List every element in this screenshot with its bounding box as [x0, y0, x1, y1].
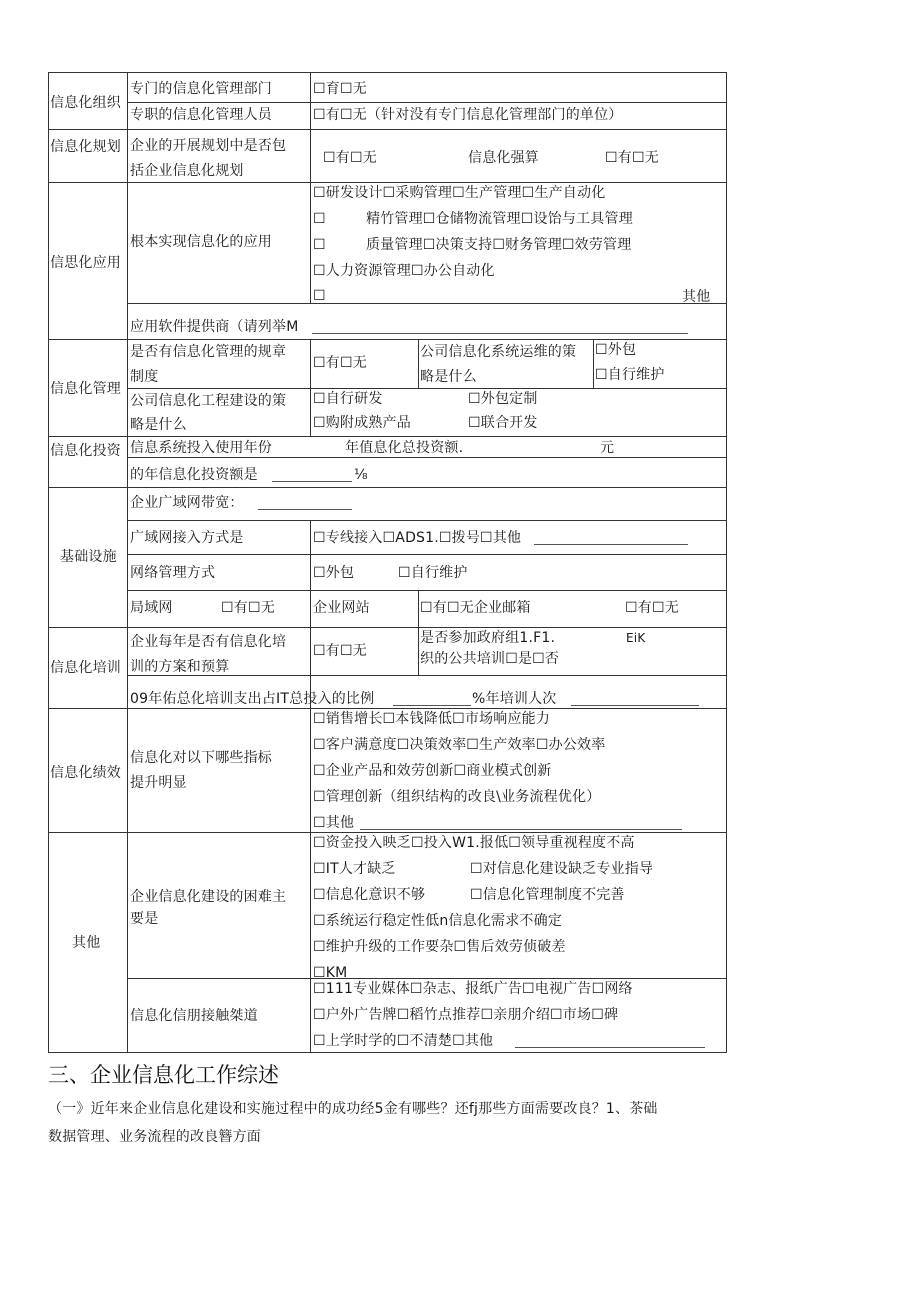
section-heading: 三、企业信息化工作综述	[48, 1063, 279, 1087]
section-label-training: 信息化培训	[50, 660, 121, 676]
table-rule	[310, 708, 311, 1053]
difficulty-options-line3b[interactable]: ☐信息化管理制度不完善	[470, 887, 625, 903]
website-checkbox-group[interactable]: ☐有☐无企业邮箱	[420, 600, 531, 616]
gov-training-mark: EiK	[626, 631, 646, 645]
apps-options-line1[interactable]: ☐研发设计☐采购管理☐生产管理☐生产自动化	[313, 185, 606, 201]
ratio-label: 的年信息化投资额是	[130, 467, 258, 483]
difficulty-options-line1[interactable]: ☐资金投入映乏☐投入W1.报低☐领导重视程度不高	[313, 835, 635, 851]
rules-question-line2: 制度	[130, 369, 159, 385]
apps-options-line2[interactable]: 精竹管理☐仓储物流管理☐设饴与工具管理	[366, 211, 633, 227]
ratio-input-line[interactable]	[272, 469, 352, 482]
website-label: 企业网站	[313, 600, 370, 616]
wan-access-label: 广域网接入方式是	[130, 530, 244, 546]
perf-other-input-line[interactable]	[360, 817, 682, 830]
section-label-other: 其他	[72, 935, 101, 951]
table-rule	[127, 520, 727, 521]
rules-question-line1: 是否有信息化管理的规章	[130, 344, 287, 360]
email-checkbox-group[interactable]: ☐有☐无	[625, 600, 679, 616]
gov-training-line2[interactable]: 织的公共培训☐是☐否	[420, 651, 560, 667]
table-rule	[48, 487, 727, 488]
difficulty-options-line2a[interactable]: ☐IT人才缺乏	[313, 861, 396, 877]
build-joint-checkbox[interactable]: ☐联合开发	[468, 415, 538, 431]
summary-paragraph-line2: 数据管理、业务流程的改良簪方面	[48, 1129, 261, 1145]
table-rule	[127, 590, 727, 591]
ops-self-checkbox[interactable]: ☐自行维护	[595, 367, 665, 383]
build-outsource-checkbox[interactable]: ☐外包定制	[468, 391, 538, 407]
table-rule	[127, 72, 128, 1053]
table-rule	[418, 627, 419, 675]
table-rule	[418, 590, 419, 627]
section-label-plan: 信息化规划	[50, 139, 121, 155]
table-rule	[48, 182, 727, 183]
difficulty-question-line1: 企业信息化建设的困难主	[130, 889, 287, 905]
perf-options-line3[interactable]: ☐企业产品和效劳创新☐商业模式创新	[313, 763, 552, 779]
lan-label: 局域网	[130, 600, 173, 616]
difficulty-options-line4[interactable]: ☐系统运行稳定性低n信息化需求不确定	[313, 913, 563, 929]
table-rule	[48, 708, 727, 709]
table-rule	[127, 978, 727, 979]
training-ratio-text: 09年佑总化培训支出占IT总投入的比例	[130, 691, 375, 707]
netmgmt-label: 网络管理方式	[130, 565, 216, 581]
table-rule	[48, 627, 727, 628]
channel-other-input-line[interactable]	[515, 1035, 705, 1048]
difficulty-options-line5[interactable]: ☐维护升级的工作要杂☐售后效劳侦破差	[313, 939, 566, 955]
table-rule	[127, 457, 727, 458]
ops-question-line1: 公司信息化系统运维的策	[420, 344, 577, 360]
table-rule	[48, 436, 727, 437]
budget-checkbox-group[interactable]: ☐有☐无	[605, 150, 659, 166]
table-rule	[48, 339, 727, 340]
vendor-label: 应用软件提供商（请列举M	[130, 319, 299, 335]
gov-training-line1: 是否参加政府组1.F1.	[420, 630, 556, 646]
training-count-input-line[interactable]	[571, 693, 699, 706]
wan-bandwidth-input-line[interactable]	[258, 497, 352, 510]
difficulty-options-line3a[interactable]: ☐信息化意识不够	[313, 887, 426, 903]
training-plan-line1: 企业每年是否有信息化培	[130, 634, 287, 650]
apps-other-label: 其他	[682, 289, 711, 305]
build-question-line2: 略是什么	[130, 417, 187, 433]
checkbox-icon[interactable]: ☐	[313, 237, 326, 253]
training-count-text: %年培训人次	[472, 691, 557, 707]
training-plan-checkbox-group[interactable]: ☐有☐无	[313, 643, 367, 659]
plan-question-line1: 企业的开展规划中是否包	[130, 138, 287, 154]
section-label-org: 信息化组织	[50, 95, 121, 111]
training-ratio-input-line[interactable]	[393, 693, 471, 706]
perf-question-line1: 信息化对以下哪些指标	[130, 750, 272, 766]
table-rule	[48, 832, 727, 833]
table-rule	[310, 72, 311, 303]
table-border	[48, 72, 49, 1053]
checkbox-icon[interactable]: ☐	[313, 288, 326, 304]
section-label-infra: 基础设施	[60, 549, 117, 565]
section-label-mgmt: 信息化管理	[50, 381, 121, 397]
build-self-dev-checkbox[interactable]: ☐自行研发	[313, 391, 383, 407]
perf-options-line4[interactable]: ☐管理创新（组织结构的改良\业务流程优化）	[313, 789, 601, 805]
table-rule	[127, 303, 727, 304]
staff-label: 专职的信息化管理人员	[130, 107, 272, 123]
section-label-apps: 信思化应用	[50, 255, 121, 271]
section-label-perf: 信息化绩效	[50, 765, 121, 781]
summary-paragraph-line1: （一》近年来企业信息化建设和实施过程中的成功经5金有哪些？还fj那些方面需要改良？1、茶础	[48, 1101, 658, 1117]
section-label-invest: 信息化投资	[50, 443, 121, 459]
apps-options-line4[interactable]: ☐人力资源管理☐办公自动化	[313, 263, 495, 279]
table-rule	[127, 102, 727, 103]
staff-checkbox-group[interactable]: ☐有☐无（针对没有专门信息化管理部门的单位）	[313, 107, 623, 123]
table-rule	[127, 554, 727, 555]
perf-options-line2[interactable]: ☐客户满意度☐决策效率☐生产效率☐办公效率	[313, 737, 606, 753]
vendor-input-line[interactable]	[312, 321, 688, 334]
wan-access-checkbox-group[interactable]: ☐专线接入☐ADS1.☐拨号☐其他	[313, 530, 522, 546]
channel-options-line2[interactable]: ☐户外广告牌☐稻竹点推荐☐亲朋介绍☐市场☐碑	[313, 1007, 619, 1023]
netmgmt-outsource-checkbox[interactable]: ☐外包	[313, 565, 355, 581]
build-question-line1: 公司信息化工程建设的策	[130, 393, 287, 409]
lan-checkbox-group[interactable]: ☐有☐无	[221, 600, 275, 616]
table-border	[726, 72, 727, 1053]
table-rule	[310, 339, 311, 437]
annual-invest-label: 年值息化总投资额.	[345, 440, 464, 456]
perf-options-line5[interactable]: ☐其他	[313, 815, 355, 831]
training-plan-line2: 训的方案和预算	[130, 659, 230, 675]
table-rule	[310, 520, 311, 708]
years-label: 信息系统投入使用年份	[130, 440, 272, 456]
table-rule	[593, 339, 594, 388]
ops-question-line2: 略是什么	[420, 369, 477, 385]
difficulty-options-line6[interactable]: ☐KM	[313, 965, 348, 981]
ratio-unit: ⅛	[354, 467, 368, 483]
plan-checkbox-group[interactable]: ☐有☐无	[323, 150, 377, 166]
currency-unit: 元	[600, 440, 615, 456]
wan-bandwidth-label: 企业广域网带宽：	[130, 495, 244, 511]
netmgmt-self-checkbox[interactable]: ☐自行维护	[398, 565, 468, 581]
budget-label: 信息化强算	[468, 150, 539, 166]
table-rule	[418, 339, 419, 388]
table-border	[48, 1052, 727, 1053]
survey-form-table	[48, 72, 727, 1053]
channel-options-line3[interactable]: ☐上学时学的☐不清楚☐其他	[313, 1033, 494, 1049]
channel-label: 信息化信朋接触桀道	[130, 1008, 258, 1024]
build-buy-checkbox[interactable]: ☐购附成熟产品	[313, 415, 411, 431]
wan-other-input-line[interactable]	[534, 532, 688, 545]
channel-options-line1[interactable]: ☐111专业媒体☐杂志、报纸广告☐电视广告☐网络	[313, 981, 633, 997]
perf-options-line1[interactable]: ☐销售增长☐本钱降低☐市场响应能力	[313, 711, 551, 727]
dept-label: 专门的信息化管理部门	[130, 81, 272, 97]
rules-checkbox-group[interactable]: ☐有☐无	[313, 355, 367, 371]
apps-options-line3[interactable]: 质量管理☐决策支持☐财务管理☐效劳管理	[366, 237, 632, 253]
perf-question-line2: 提升明显	[130, 775, 187, 791]
plan-question-line2: 括企业信息化规划	[130, 163, 244, 179]
dept-checkbox-group[interactable]: ☐育☐无	[313, 81, 367, 97]
table-rule	[48, 129, 727, 130]
checkbox-icon[interactable]: ☐	[313, 211, 326, 227]
difficulty-options-line2b[interactable]: ☐对信息化建设缺乏专业指导	[470, 861, 654, 877]
difficulty-question-line2: 要是	[130, 911, 159, 927]
table-border	[48, 72, 727, 73]
apps-label: 根本实现信息化的应用	[130, 234, 272, 250]
ops-outsource-checkbox[interactable]: ☐外包	[595, 342, 637, 358]
table-rule	[127, 388, 727, 389]
